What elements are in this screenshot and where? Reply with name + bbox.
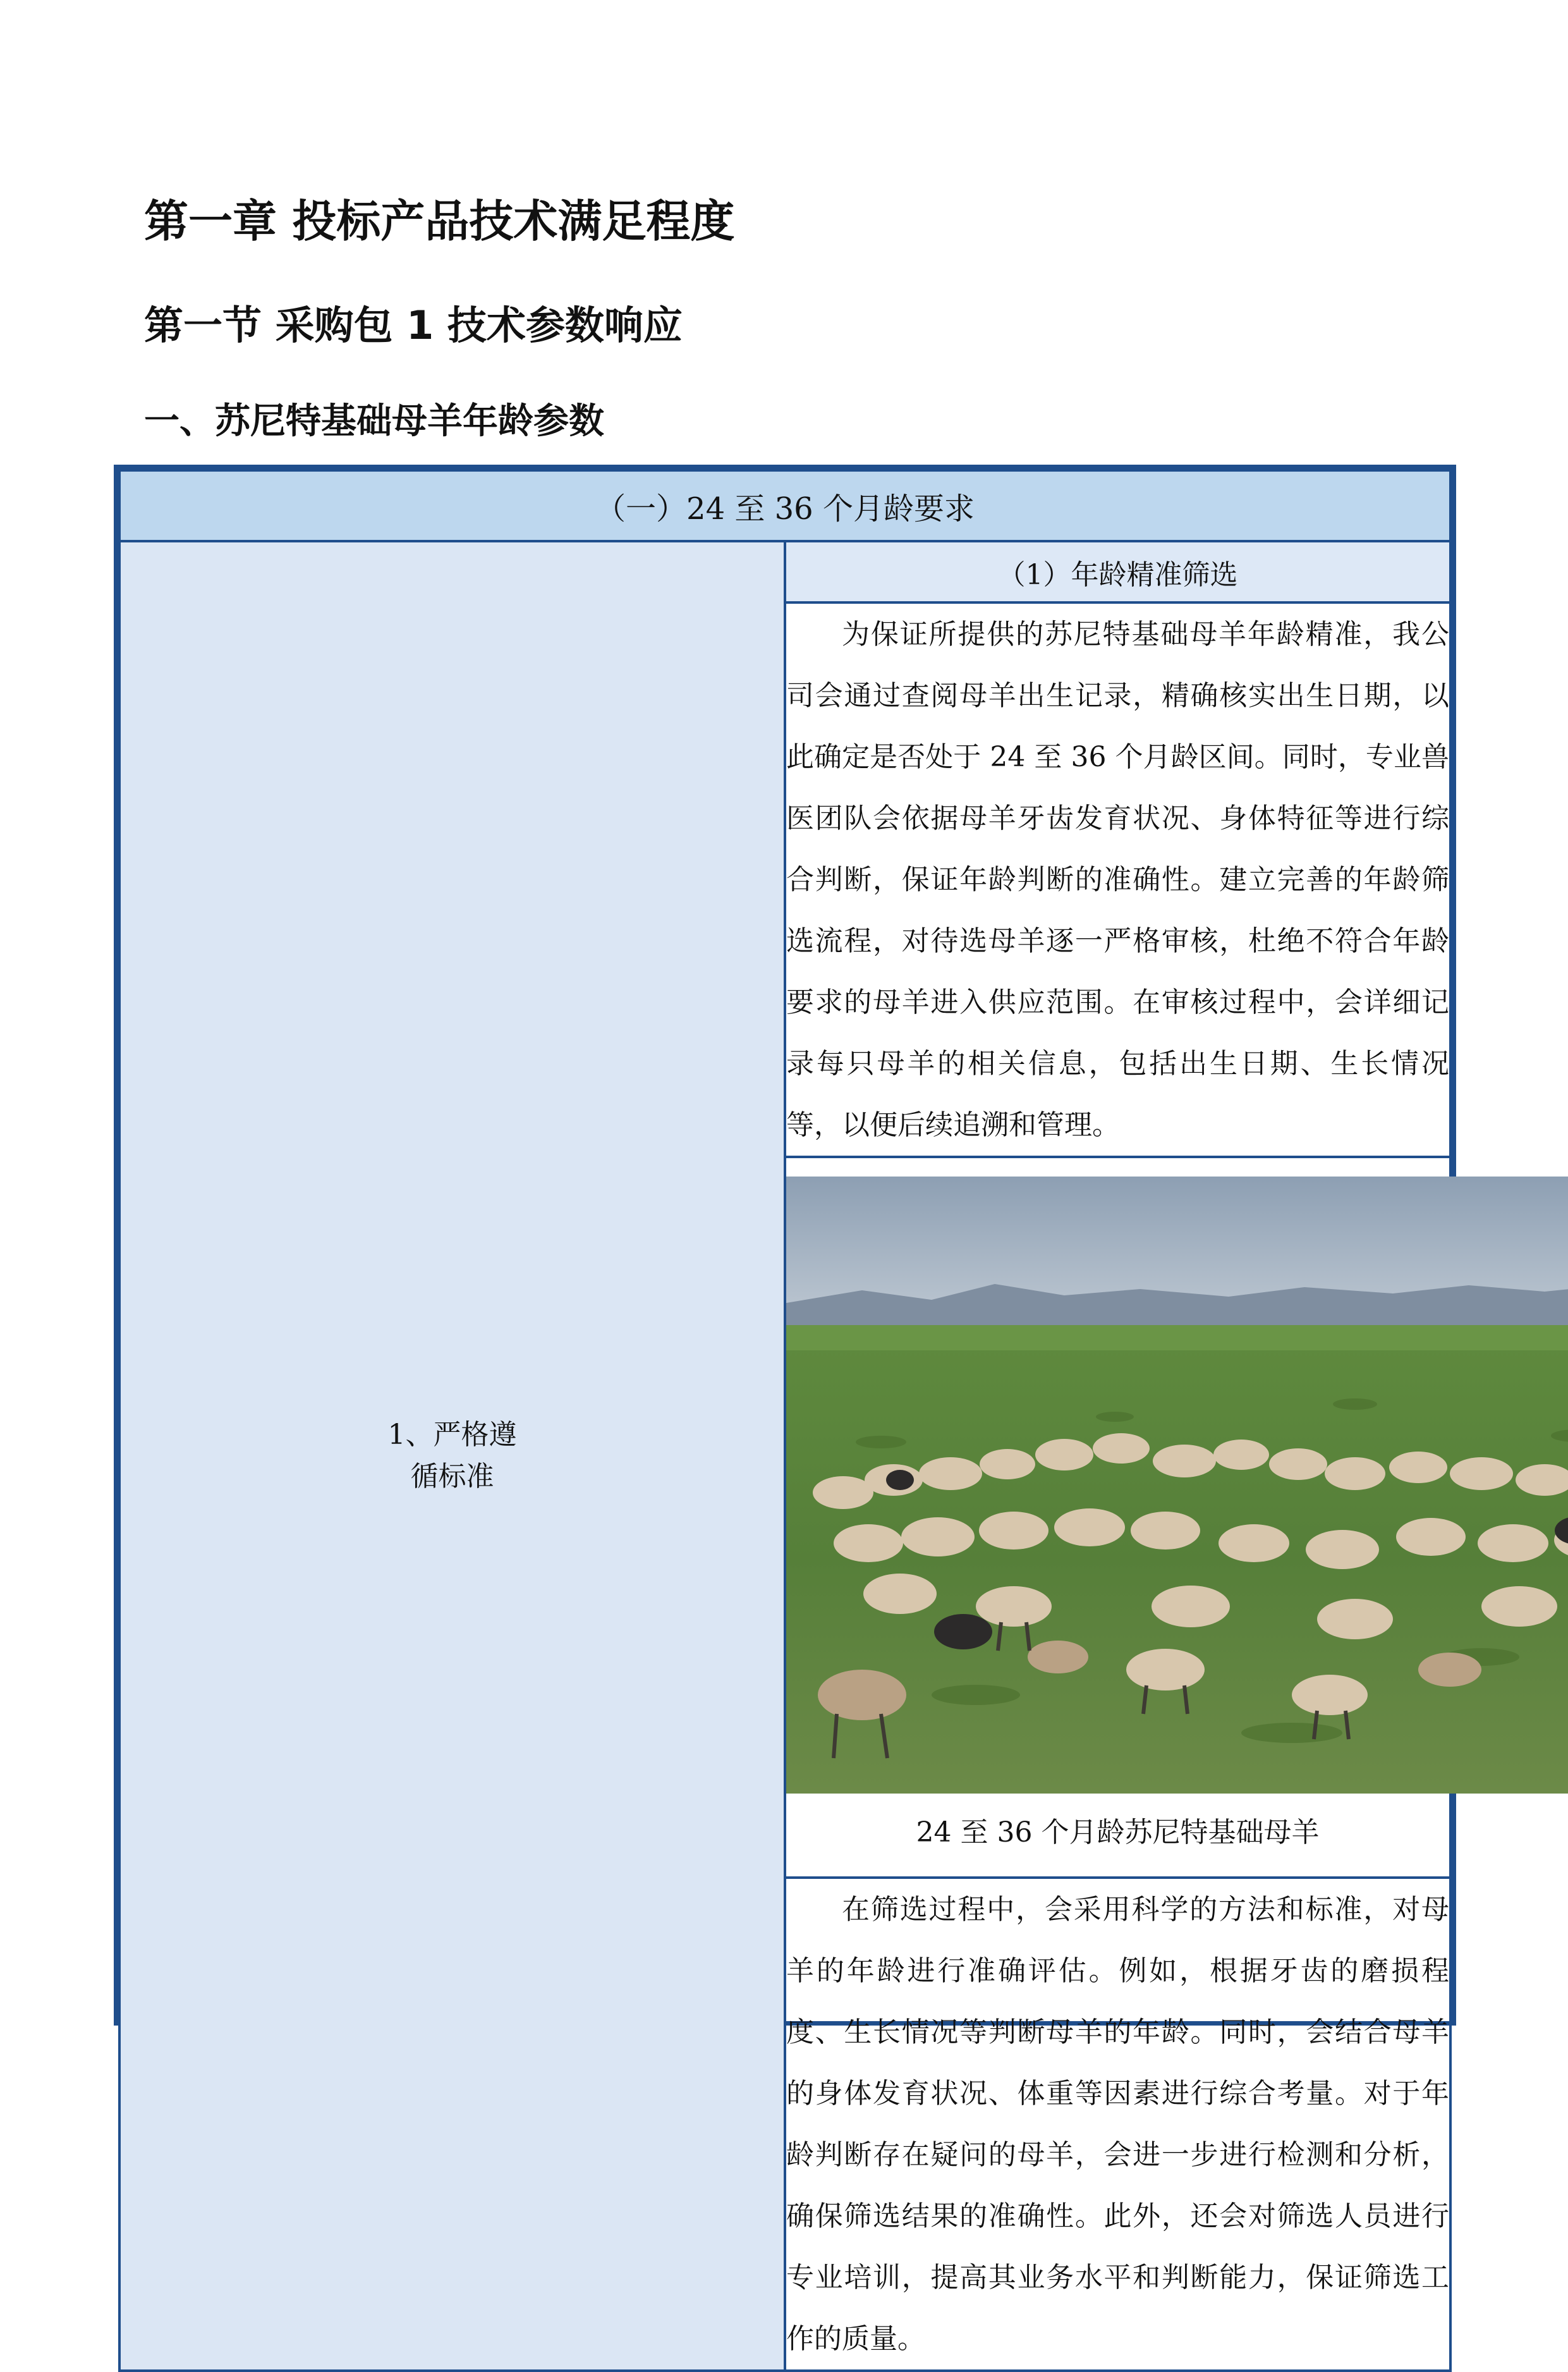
section-title: 第一节 采购包 1 技术参数响应 — [144, 302, 683, 348]
subsection-title: 一、苏尼特基础母羊年龄参数 — [144, 401, 604, 442]
paragraph-1-cell — [785, 602, 1450, 1157]
paragraph-2: 在筛选过程中，会采用科学的方法和标准，对母羊的年龄进行准确评估。例如，根据牙齿的磨损程度、生长情况等判断母羊的年龄。同时，会结合母羊的身体发育状况、体重等因素进行综合考量。对于年龄判断存在疑问的母羊，会进一步进行检测和分析，确保筛选结果的准确性。此外，还会对筛选人员进行专业培训，提高其业务水平和判断能力，保证筛选工作的质量。 — [786, 1893, 1449, 2355]
image-cell — [785, 1157, 1450, 1878]
paragraph-2-cell — [785, 1878, 1450, 2371]
chapter-title: 第一章 投标产品技术满足程度 — [144, 195, 735, 247]
paragraph-1: 为保证所提供的苏尼特基础母羊年龄精准，我公司会通过查阅母羊出生记录，精确核实出生日期，以此确定是否处于 24 至 36 个月龄区间。同时，专业兽医团队会依据母羊牙齿发育状况、身体特征等进行综合判断，保证年龄判断的准确性。建立完善的年龄筛选流程，对待选母羊逐一严格审核，杜绝不符合年龄要求的母羊进入供应范围。在审核过程中，会详细记录每只母羊的相关信息，包括出生日期、生长情况等，以便后续追溯和管理。 — [786, 618, 1449, 1141]
requirement-table — [118, 469, 1452, 2372]
sub-heading: （1）年龄精准筛选 — [785, 541, 1450, 602]
table-banner: （一）24 至 36 个月龄要求 — [119, 470, 1450, 541]
left-label-cell — [119, 541, 785, 2371]
sheep-flock-photo — [786, 1177, 1568, 1794]
image-caption: 24 至 36 个月龄苏尼特基础母羊 — [916, 1816, 1320, 1849]
grassland — [786, 1325, 1568, 1794]
requirement-table-frame — [114, 465, 1456, 2355]
left-label: 1、严格遵循标准 — [387, 1419, 517, 1493]
